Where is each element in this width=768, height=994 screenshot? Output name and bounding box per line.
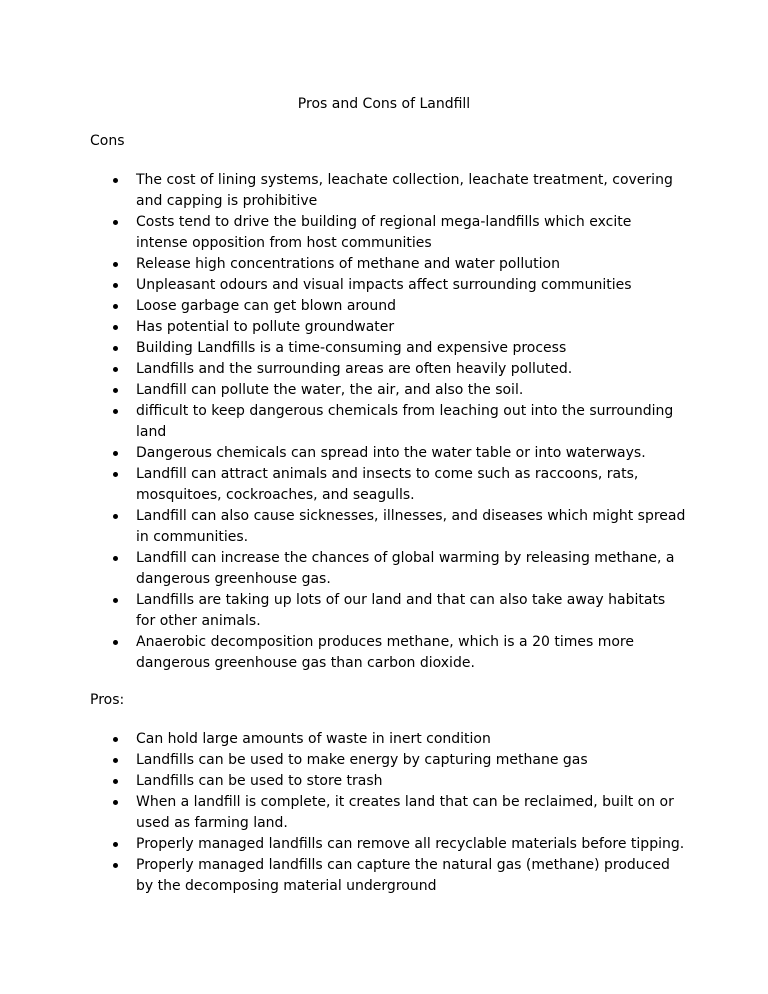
list-item xyxy=(0,464,686,506)
list-item-text: Unpleasant odours and visual impacts affect surrounding communities xyxy=(136,277,632,293)
bullet-icon xyxy=(113,737,118,742)
list-item xyxy=(0,750,686,771)
cons-heading: Cons xyxy=(90,133,125,149)
bullet-icon xyxy=(113,863,118,868)
list-item-text: Anaerobic decomposition produces methane, which is a 20 times more dangerous greenhouse gas than carbon dioxide. xyxy=(136,634,634,671)
list-item-text: Landfills can be used to make energy by capturing methane gas xyxy=(136,752,588,768)
list-item-text: Properly managed landfills can capture the natural gas (methane) produced by the decomposing material underground xyxy=(136,857,670,894)
list-item-text: The cost of lining systems, leachate collection, leachate treatment, covering and capping is prohibitive xyxy=(136,172,673,209)
list-item-text: Can hold large amounts of waste in inert condition xyxy=(136,731,491,747)
list-item xyxy=(0,443,686,464)
list-item-text: Properly managed landfills can remove all recyclable materials before tipping. xyxy=(136,836,685,852)
list-item-text: Release high concentrations of methane and water pollution xyxy=(136,256,560,272)
list-item xyxy=(0,254,686,275)
bullet-icon xyxy=(113,346,118,351)
list-item xyxy=(0,296,686,317)
list-item xyxy=(0,170,686,212)
bullet-icon xyxy=(113,800,118,805)
list-item xyxy=(0,729,686,750)
list-item-text: Landfills are taking up lots of our land and that can also take away habitats for other animals. xyxy=(136,592,666,629)
pros-heading: Pros: xyxy=(90,692,125,708)
bullet-icon xyxy=(113,325,118,330)
bullet-icon xyxy=(113,556,118,561)
list-item-text: Building Landfills is a time-consuming and expensive process xyxy=(136,340,567,356)
list-item xyxy=(0,548,686,590)
list-item xyxy=(0,855,686,897)
cons-list xyxy=(0,170,768,674)
list-item-text: Landfills can be used to store trash xyxy=(136,773,383,789)
list-item-text: When a landfill is complete, it creates land that can be reclaimed, built on or used as farming land. xyxy=(136,794,674,831)
list-item xyxy=(0,834,686,855)
list-item xyxy=(0,317,686,338)
bullet-icon xyxy=(113,472,118,477)
list-item-text: Costs tend to drive the building of regional mega-landfills which excite intense opposition from host communities xyxy=(136,214,632,251)
list-item-text: Landfill can pollute the water, the air, and also the soil. xyxy=(136,382,524,398)
list-item-text: Landfill can increase the chances of global warming by releasing methane, a dangerous greenhouse gas. xyxy=(136,550,675,587)
list-item xyxy=(0,212,686,254)
list-item xyxy=(0,401,686,443)
list-item-text: Landfill can also cause sicknesses, illnesses, and diseases which might spread in communities. xyxy=(136,508,686,545)
list-item-text: Landfills and the surrounding areas are often heavily polluted. xyxy=(136,361,573,377)
list-item xyxy=(0,632,686,674)
bullet-icon xyxy=(113,779,118,784)
bullet-icon xyxy=(113,367,118,372)
bullet-icon xyxy=(113,842,118,847)
document-title: Pros and Cons of Landfill xyxy=(297,96,471,112)
bullet-icon xyxy=(113,283,118,288)
list-item xyxy=(0,792,686,834)
list-item-text: Has potential to pollute groundwater xyxy=(136,319,395,335)
list-item xyxy=(0,506,686,548)
bullet-icon xyxy=(113,758,118,763)
list-item-text: difficult to keep dangerous chemicals from leaching out into the surrounding land xyxy=(136,403,674,440)
bullet-icon xyxy=(113,178,118,183)
list-item xyxy=(0,359,686,380)
list-item xyxy=(0,275,686,296)
pros-list xyxy=(0,729,768,897)
bullet-icon xyxy=(113,262,118,267)
list-item xyxy=(0,771,686,792)
bullet-icon xyxy=(113,451,118,456)
bullet-icon xyxy=(113,598,118,603)
bullet-icon xyxy=(113,409,118,414)
list-item xyxy=(0,380,686,401)
list-item-text: Loose garbage can get blown around xyxy=(136,298,397,314)
list-item xyxy=(0,338,686,359)
bullet-icon xyxy=(113,640,118,645)
bullet-icon xyxy=(113,388,118,393)
list-item xyxy=(0,590,686,632)
list-item-text: Landfill can attract animals and insects to come such as raccoons, rats, mosquitoes, cockroaches, and seagulls. xyxy=(136,466,639,503)
bullet-icon xyxy=(113,514,118,519)
bullet-icon xyxy=(113,220,118,225)
bullet-icon xyxy=(113,304,118,309)
list-item-text: Dangerous chemicals can spread into the water table or into waterways. xyxy=(136,445,646,461)
